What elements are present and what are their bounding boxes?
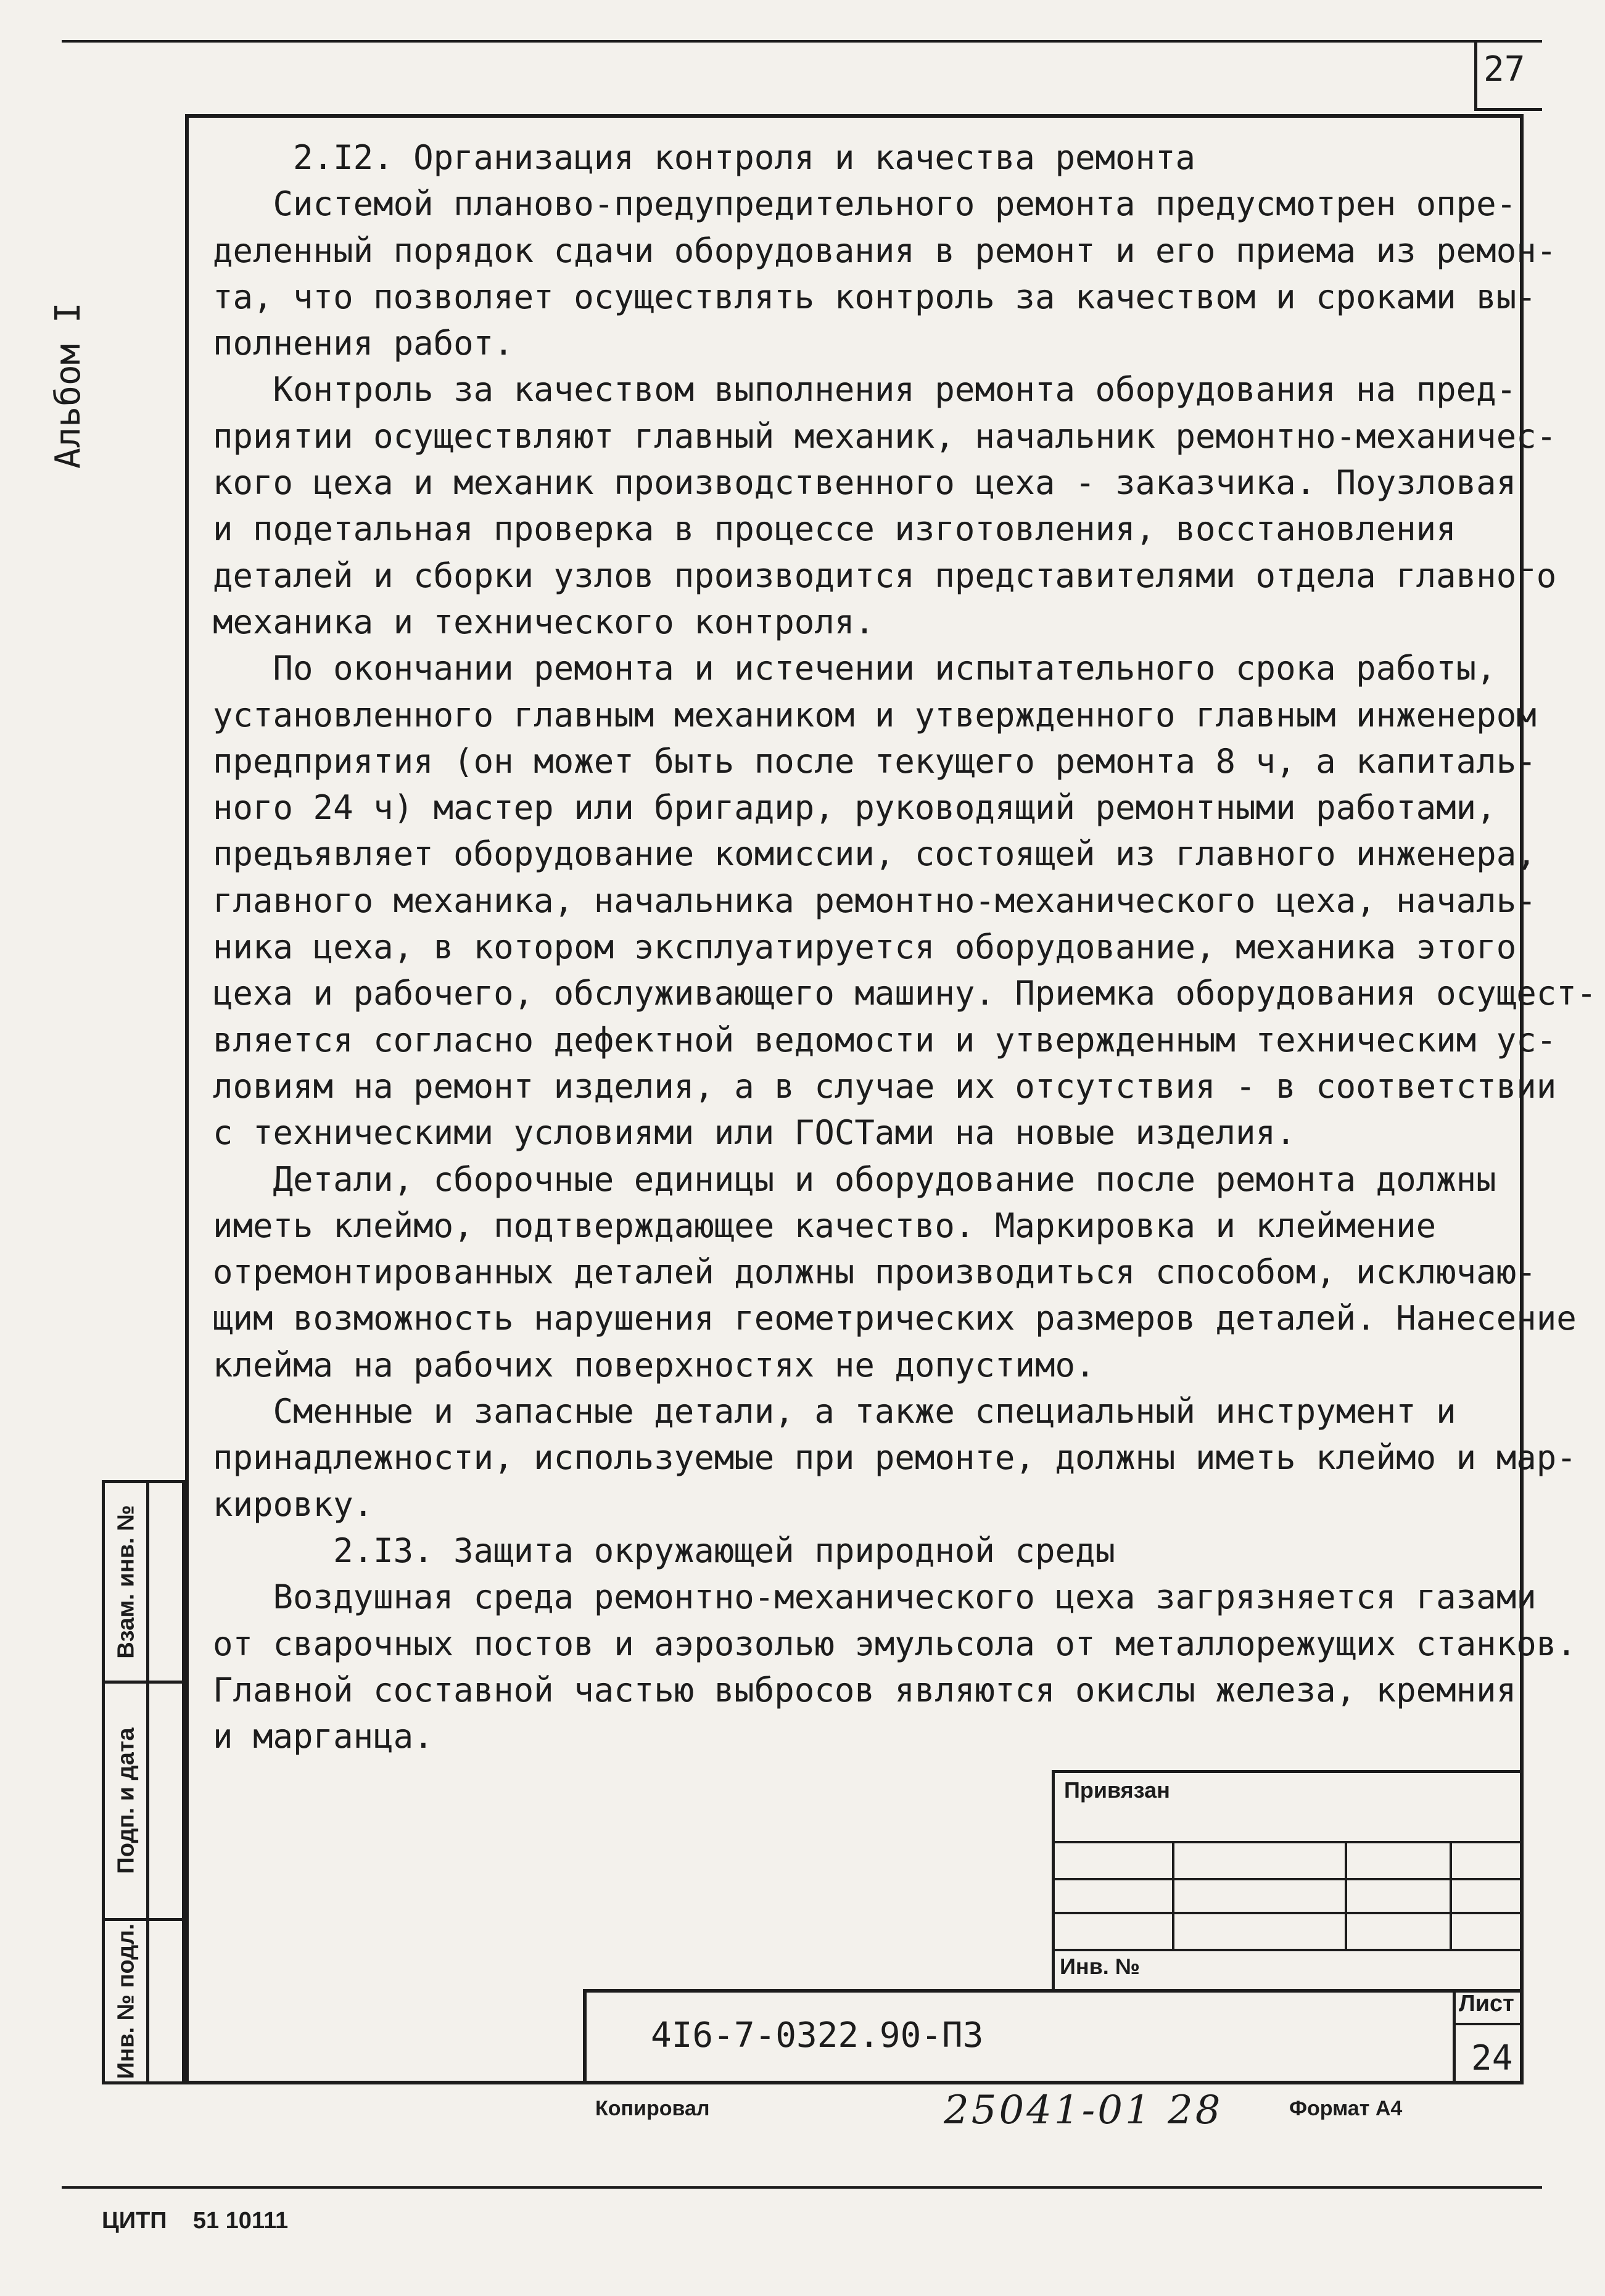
text-line: деталей и сборки узлов производится представителями отдела главного	[213, 556, 1557, 595]
text-line: иметь клеймо, подтверждающее качество. Маркировка и клеймение	[213, 1206, 1437, 1245]
stamp-grid-col-3	[1450, 1841, 1452, 1949]
text-line: приятии осуществляют главный механик, начальник ремонтно-механичес-	[213, 416, 1557, 456]
text-line: Воздушная среда ремонтно-механического цеха загрязняется газами	[213, 1578, 1537, 1617]
privyazan-label: Привязан	[1064, 1777, 1170, 1803]
text-line: Системой планово-предупредительного ремонта предусмотрен опре-	[213, 184, 1517, 224]
text-line: механика и технического контроля.	[213, 602, 875, 641]
text-line: главного механика, начальника ремонтно-механического цеха, началь-	[213, 881, 1537, 920]
text-line: цеха и рабочего, обслуживающего машину. Приемка оборудования осущест-	[213, 974, 1597, 1013]
stamp-grid-row-3	[1052, 1912, 1524, 1914]
text-line: ловиям на ремонт изделия, а в случае их отсутствия - в соответствии	[213, 1066, 1557, 1106]
text-line: Контроль за качеством выполнения ремонта оборудования на пред-	[213, 370, 1517, 409]
text-line: 2.I2. Организация контроля и качества ремонта	[213, 138, 1196, 177]
text-line: полнения работ.	[213, 324, 514, 363]
document-number: 4I6-7-0322.90-ПЗ	[651, 2015, 984, 2055]
original-inventory-strip	[102, 1918, 185, 2084]
text-line: щим возможность нарушения геометрических размеров деталей. Нанесение	[213, 1299, 1577, 1338]
text-line: та, что позволяет осуществлять контроль за качеством и сроками вы-	[213, 277, 1537, 316]
text-line: и марганца.	[213, 1717, 434, 1756]
stamp-grid-row-4	[1052, 1949, 1524, 1951]
inventory-number-label: Инв. №	[1060, 1954, 1140, 1979]
text-line: деленный порядок сдачи оборудования в ремонт и его приема из ремон-	[213, 231, 1557, 270]
signature-date-strip	[102, 1681, 185, 1921]
stamp-grid-col-2	[1345, 1841, 1347, 1949]
text-line: клейма на рабочих поверхностях не допустимо.	[213, 1345, 1095, 1385]
replacement-inventory-label: Взам. инв. №	[113, 1505, 139, 1659]
replacement-inventory-strip	[102, 1480, 185, 1684]
text-line: Детали, сборочные единицы и оборудование после ремонта должны	[213, 1159, 1496, 1199]
copied-by-label: Копировал	[595, 2097, 710, 2120]
text-line: вляется согласно дефектной ведомости и утвержденным техническим ус-	[213, 1020, 1557, 1060]
sheet-divider	[1453, 1989, 1456, 2084]
text-line: и подетальная проверка в процессе изготовления, восстановления	[213, 509, 1456, 549]
sheet-number: 24	[1471, 2038, 1513, 2078]
text-line: 2.I3. Защита окружающей природной среды	[213, 1531, 1115, 1570]
stamp-grid-col-1	[1172, 1841, 1174, 1949]
signature-date-cell	[106, 1684, 149, 1918]
text-line: По окончании ремонта и истечении испытательного срока работы,	[213, 649, 1496, 688]
text-line: с техническими условиями или ГОСТами на новые изделия.	[213, 1113, 1296, 1153]
text-line: предприятия (он может быть после текущего ремонта 8 ч, а капиталь-	[213, 741, 1537, 781]
text-line: кого цеха и механик производственного цеха - заказчика. Поузловая	[213, 463, 1517, 503]
text-line: ного 24 ч) мастер или бригадир, руководящий ремонтными работами,	[213, 788, 1496, 828]
album-label: Альбом I	[48, 302, 88, 469]
page-number: 27	[1483, 49, 1525, 89]
text-line: кировку.	[213, 1484, 374, 1524]
format-label: Формат А4	[1289, 2097, 1403, 2120]
bottom-rule	[62, 2186, 1542, 2189]
text-line: отремонтированных деталей должны производиться способом, исключаю-	[213, 1253, 1537, 1292]
text-line: предъявляет оборудование комиссии, состоящей из главного инженера,	[213, 834, 1537, 874]
handwritten-number: 25041-01 28	[944, 2088, 1223, 2133]
text-line: установленного главным механиком и утвержденного главным инженером	[213, 695, 1537, 734]
text-line: Главной составной частью выбросов являются окислы железа, кремния	[213, 1670, 1517, 1710]
original-inventory-label: Инв. № подл.	[113, 1923, 139, 2080]
original-inventory-cell	[106, 1921, 149, 2081]
body-text	[213, 134, 1597, 1759]
text-line: от сварочных постов и аэрозолью эмульсола от металлорежущих станков.	[213, 1624, 1577, 1663]
citp-code: ЦИТП 51 10111	[102, 2208, 289, 2234]
sheet-label-rule	[1453, 2023, 1524, 2025]
text-line: ника цеха, в котором эксплуатируется оборудование, механика этого	[213, 928, 1517, 967]
text-line: принадлежности, используемые при ремонте, должны иметь клеймо и мар-	[213, 1438, 1577, 1478]
top-rule	[62, 40, 1542, 43]
stamp-grid-row-2	[1052, 1878, 1524, 1880]
sheet-label: Лист	[1459, 1991, 1514, 2017]
text-line: Сменные и запасные детали, а также специальный инструмент и	[213, 1392, 1456, 1431]
stamp-grid-top	[1052, 1770, 1524, 1773]
signature-date-label: Подп. и дата	[113, 1727, 139, 1874]
stamp-grid-row-1	[1052, 1841, 1524, 1843]
replacement-inventory-cell	[106, 1483, 149, 1681]
